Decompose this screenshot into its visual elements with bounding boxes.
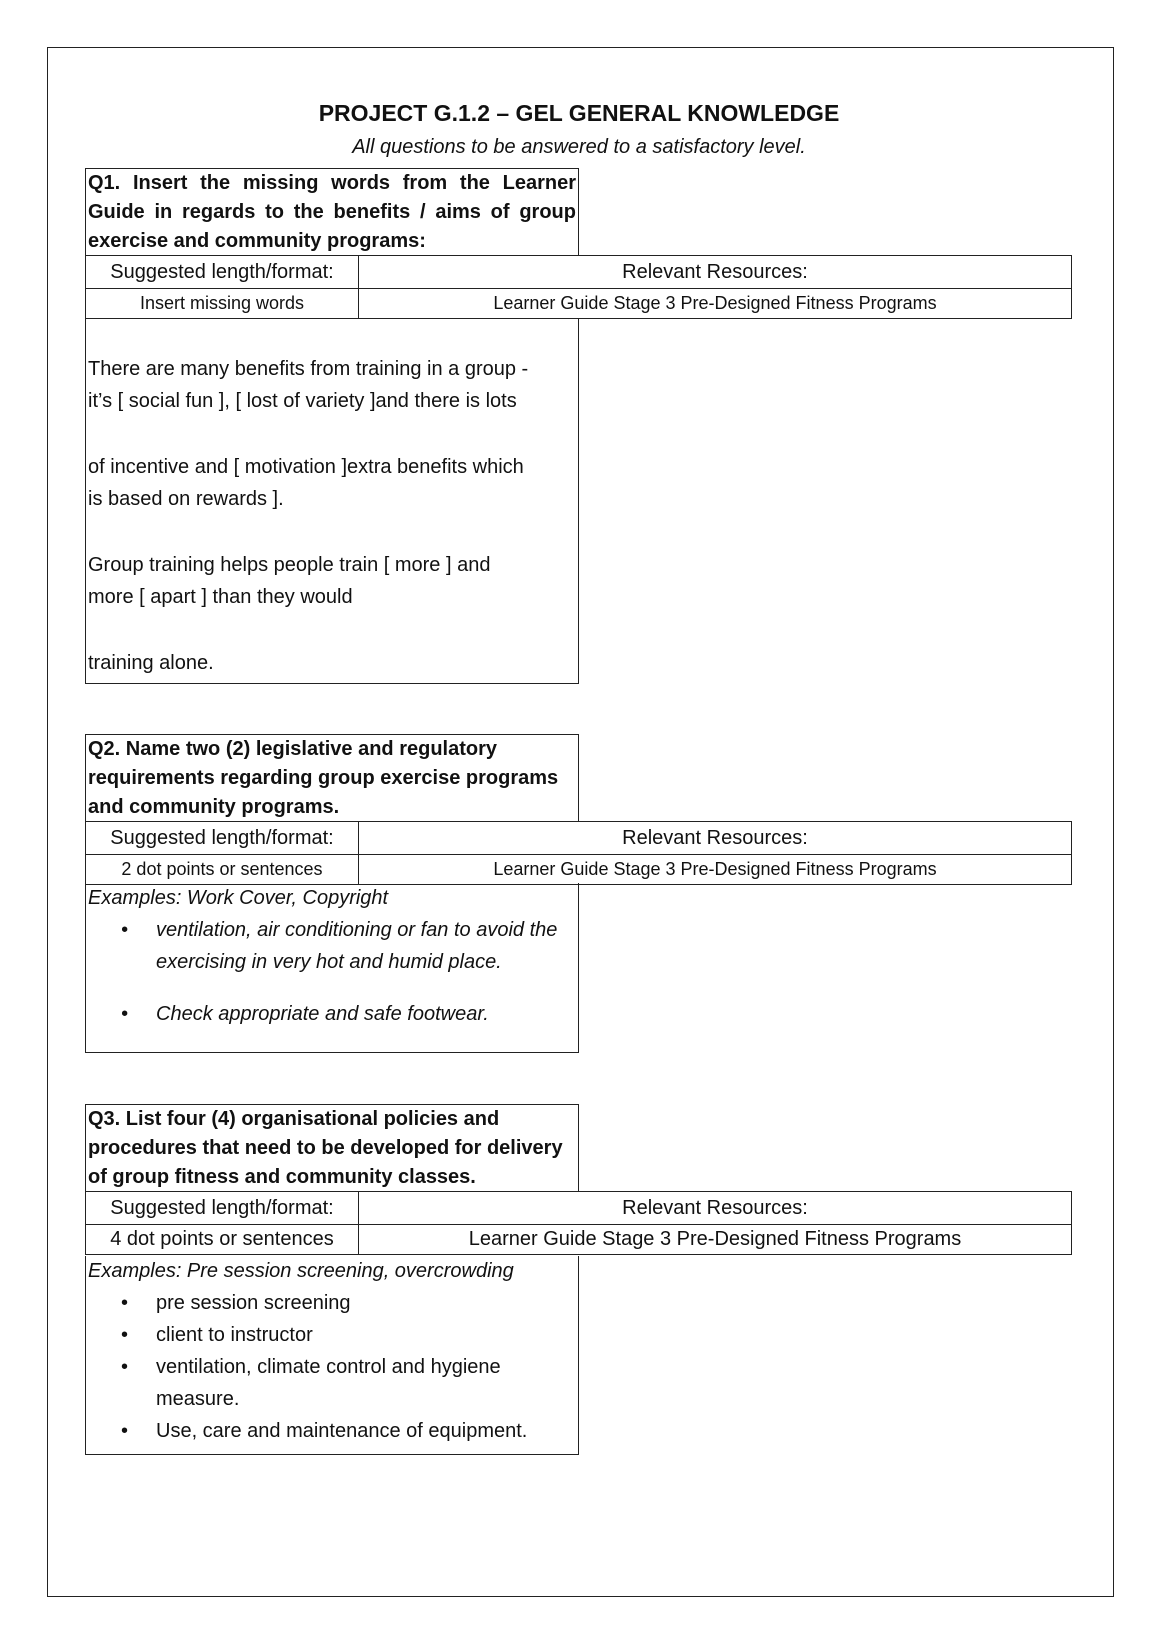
q2-resources-table (85, 821, 1072, 885)
list-item: • Use, care and maintenance of equipment. (156, 1415, 578, 1447)
q1-answer-line: more [ apart ] than they would (88, 586, 353, 608)
q1-answer-line: There are many benefits from training in a group - (88, 358, 529, 380)
q2-length-value: 2 dot points or sentences (86, 855, 359, 885)
q2-resources-label: Relevant Resources: (359, 822, 1072, 855)
q1-answer-line: it’s [ social fun ], [ lost of variety ]and there is lots (88, 390, 517, 412)
bullet-icon: • (121, 1356, 129, 1378)
q3-length-value: 4 dot points or sentences (86, 1225, 359, 1255)
q1-question: Q1. Insert the missing words from the Learner Guide in regards to the benefits / aims of group exercise and community programs: (85, 168, 579, 256)
q3-answer-box (85, 1256, 579, 1455)
q1-resources-label: Relevant Resources: (359, 256, 1072, 289)
q1-length-label: Suggested length/format: (86, 256, 359, 289)
q3-question: Q3. List four (4) organisational policies and procedures that need to be developed for delivery of group fitness and community classes. (85, 1104, 579, 1192)
q2-resources-value: Learner Guide Stage 3 Pre-Designed Fitness Programs (359, 855, 1072, 885)
list-item: • client to instructor (156, 1319, 578, 1351)
bullet-icon: • (121, 1003, 129, 1025)
q2-answer-list (86, 914, 578, 1030)
page-subtitle: All questions to be answered to a satisfactory level. (352, 136, 806, 158)
q2-examples: Examples: Work Cover, Copyright (88, 887, 389, 909)
bullet-icon: • (121, 1420, 129, 1442)
q3-length-label: Suggested length/format: (86, 1192, 359, 1225)
q3-resources-value: Learner Guide Stage 3 Pre-Designed Fitness Programs (359, 1225, 1072, 1255)
bullet-icon: • (121, 919, 129, 941)
q1-length-value: Insert missing words (86, 289, 359, 319)
list-item: • ventilation, climate control and hygiene measure. (156, 1351, 578, 1415)
bullet-icon: • (121, 1292, 129, 1314)
q1-resources-value: Learner Guide Stage 3 Pre-Designed Fitness Programs (359, 289, 1072, 319)
q1-answer-line: of incentive and [ motivation ]extra benefits which (88, 456, 524, 478)
q1-resources-table (85, 255, 1072, 319)
q2-answer-box (85, 883, 579, 1053)
q1-answer-line: is based on rewards ]. (88, 488, 284, 510)
q1-answer-line: Group training helps people train [ more ] and (88, 554, 491, 576)
list-item: • ventilation, air conditioning or fan to avoid the exercising in very hot and humid place. (156, 914, 578, 978)
bullet-icon: • (121, 1324, 129, 1346)
list-item: • Check appropriate and safe footwear. (156, 998, 578, 1030)
page-title: PROJECT G.1.2 – GEL GENERAL KNOWLEDGE (318, 100, 840, 126)
q3-resources-table (85, 1191, 1072, 1255)
q1-answer-box (85, 318, 579, 684)
q3-resources-label: Relevant Resources: (359, 1192, 1072, 1225)
list-item: • pre session screening (156, 1287, 578, 1319)
q1-answer-line: training alone. (88, 652, 214, 674)
q2-question: Q2. Name two (2) legislative and regulatory requirements regarding group exercise programs and community programs. (85, 734, 579, 822)
q2-length-label: Suggested length/format: (86, 822, 359, 855)
q3-examples: Examples: Pre session screening, overcrowding (88, 1260, 514, 1282)
q3-answer-list (86, 1287, 578, 1447)
